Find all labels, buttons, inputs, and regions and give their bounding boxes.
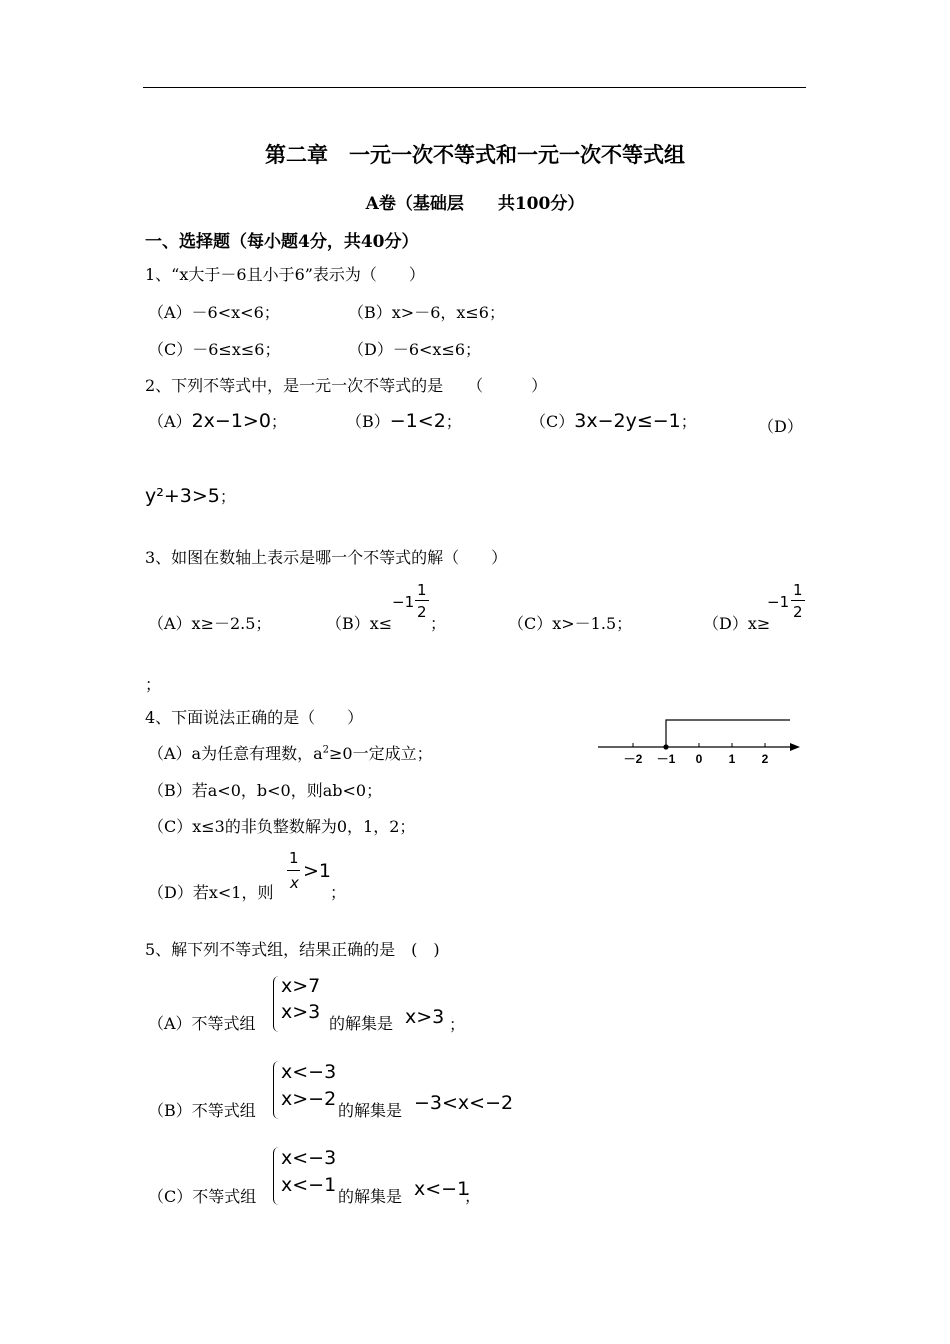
q5-a-result: x>3 bbox=[405, 1006, 445, 1028]
q3-d-whole: −1 bbox=[767, 593, 790, 611]
q4-d-pre: （D）若x<1，则 bbox=[148, 883, 274, 902]
q1-option-d: （D）－6<x≤6； bbox=[348, 340, 482, 359]
q3-b-whole: −1 bbox=[392, 593, 415, 611]
q3-d-sep: ； bbox=[145, 675, 162, 694]
q3-stem: 3、如图在数轴上表示是哪一个不等式的解（ ） bbox=[145, 548, 508, 567]
q2-option-a bbox=[148, 409, 287, 432]
q4-option-c: （C）x≤3的非负整数解为0，1，2； bbox=[148, 817, 416, 836]
q5-c-brace bbox=[273, 1147, 279, 1205]
paper-title: A卷（基础层 共100分） bbox=[365, 194, 585, 214]
q1-option-c: （C）－6≤x≤6； bbox=[148, 340, 281, 359]
q5-stem: 5、解下列不等式组，结果正确的是 ( ) bbox=[145, 940, 440, 959]
q5-a-suffix: 的解集是 bbox=[329, 1014, 394, 1033]
solution-range-line bbox=[666, 720, 790, 747]
number-line-tick-label: 1 bbox=[728, 752, 736, 766]
chapter-title: 第二章 一元一次不等式和一元一次不等式组 bbox=[265, 142, 685, 167]
q4-d-post: >1 bbox=[303, 860, 332, 882]
q3-d-numerator: 1 bbox=[793, 581, 803, 599]
q4-d-numerator: 1 bbox=[289, 849, 299, 867]
q4-option-b: （B）若a<0，b<0，则ab<0； bbox=[148, 781, 383, 800]
q3-option-a: （A）x≥－2.5； bbox=[148, 614, 272, 633]
q2-d-sep: ； bbox=[219, 487, 236, 506]
number-line-tick-label: 0 bbox=[695, 752, 703, 766]
q3-d-label: （D）x≥ bbox=[703, 614, 771, 633]
q5-b-suffix: 的解集是 bbox=[338, 1101, 403, 1120]
q2-a-sep: ； bbox=[270, 412, 287, 431]
q2-d-label: （D） bbox=[758, 417, 803, 436]
q4-stem: 4、下面说法正确的是（ ） bbox=[145, 708, 364, 727]
q5-a-brace bbox=[273, 976, 279, 1032]
q3-b-label: （B）x≤ bbox=[326, 614, 393, 633]
number-line-tick-label: －1 bbox=[656, 752, 676, 766]
q4-d-sep: ； bbox=[330, 883, 347, 902]
number-line-tick-label: 2 bbox=[761, 752, 769, 766]
q2-c-sep: ； bbox=[680, 412, 697, 431]
q2-c-expr: 3x−2y≤−1 bbox=[574, 410, 681, 432]
q2-b-sep: ； bbox=[445, 412, 462, 431]
number-line-tick-label: －2 bbox=[623, 752, 643, 766]
q3-b-denominator: 2 bbox=[417, 603, 427, 621]
q5-a-line2: x>3 bbox=[281, 1001, 321, 1023]
q5-c-label: （C）不等式组 bbox=[148, 1187, 257, 1206]
q2-a-expr: 2x−1>0 bbox=[191, 410, 271, 432]
number-line-figure bbox=[590, 708, 810, 772]
q5-b-line1: x<−3 bbox=[281, 1061, 337, 1083]
q5-b-line2: x>−2 bbox=[281, 1088, 337, 1110]
q4-a-pre: （A）a为任意有理数，a bbox=[148, 744, 323, 763]
q1-option-a: （A）－6<x<6； bbox=[148, 303, 280, 322]
q4-a-sup: 2 bbox=[322, 744, 330, 756]
q2-b-expr: −1<2 bbox=[389, 410, 446, 432]
q2-b-label: （B） bbox=[346, 412, 390, 431]
q5-c-result: x<−1 bbox=[414, 1178, 470, 1200]
q2-option-b bbox=[346, 409, 462, 432]
q3-d-fraction-bar bbox=[791, 600, 805, 601]
q4-d-denominator: x bbox=[290, 874, 299, 892]
q3-option-c: （C）x>－1.5； bbox=[508, 614, 633, 633]
q3-b-numerator: 1 bbox=[417, 581, 427, 599]
q4-a-post: ≥0一定成立； bbox=[329, 744, 433, 763]
section-title: 一、选择题（每小题4分，共40分） bbox=[145, 232, 419, 252]
q1-option-b: （B）x>－6，x≤6； bbox=[348, 303, 505, 322]
q5-c-suffix: 的解集是 bbox=[338, 1187, 403, 1206]
q2-c-label: （C） bbox=[530, 412, 575, 431]
q3-d-denominator: 2 bbox=[793, 603, 803, 621]
q5-a-sep: ； bbox=[449, 1015, 466, 1034]
closed-endpoint-dot bbox=[663, 744, 668, 749]
q2-option-c bbox=[530, 409, 697, 432]
q5-a-line1: x>7 bbox=[281, 975, 321, 997]
number-line-arrow bbox=[790, 743, 800, 751]
q4-d-fraction-bar bbox=[287, 870, 300, 871]
q2-option-d bbox=[145, 484, 236, 507]
q5-b-label: （B）不等式组 bbox=[148, 1101, 256, 1120]
q2-a-label: （A） bbox=[148, 412, 192, 431]
q2-d-expr: y²+3>5 bbox=[145, 485, 220, 507]
q3-b-fraction-bar bbox=[415, 600, 429, 601]
q2-stem: 2、下列不等式中，是一元一次不等式的是 （ ） bbox=[145, 376, 548, 395]
q1-stem: 1、“x大于－6且小于6”表示为（ ） bbox=[145, 265, 425, 284]
q5-a-label: （A）不等式组 bbox=[148, 1014, 256, 1033]
q4-option-a bbox=[148, 741, 433, 764]
q5-c-sep: ； bbox=[464, 1187, 481, 1206]
q5-b-result: −3<x<−2 bbox=[414, 1092, 514, 1114]
q3-b-sep: ； bbox=[430, 614, 447, 633]
q5-b-brace bbox=[273, 1061, 279, 1119]
q5-c-line2: x<−1 bbox=[281, 1174, 337, 1196]
top-rule bbox=[143, 87, 806, 88]
q5-c-line1: x<−3 bbox=[281, 1147, 337, 1169]
